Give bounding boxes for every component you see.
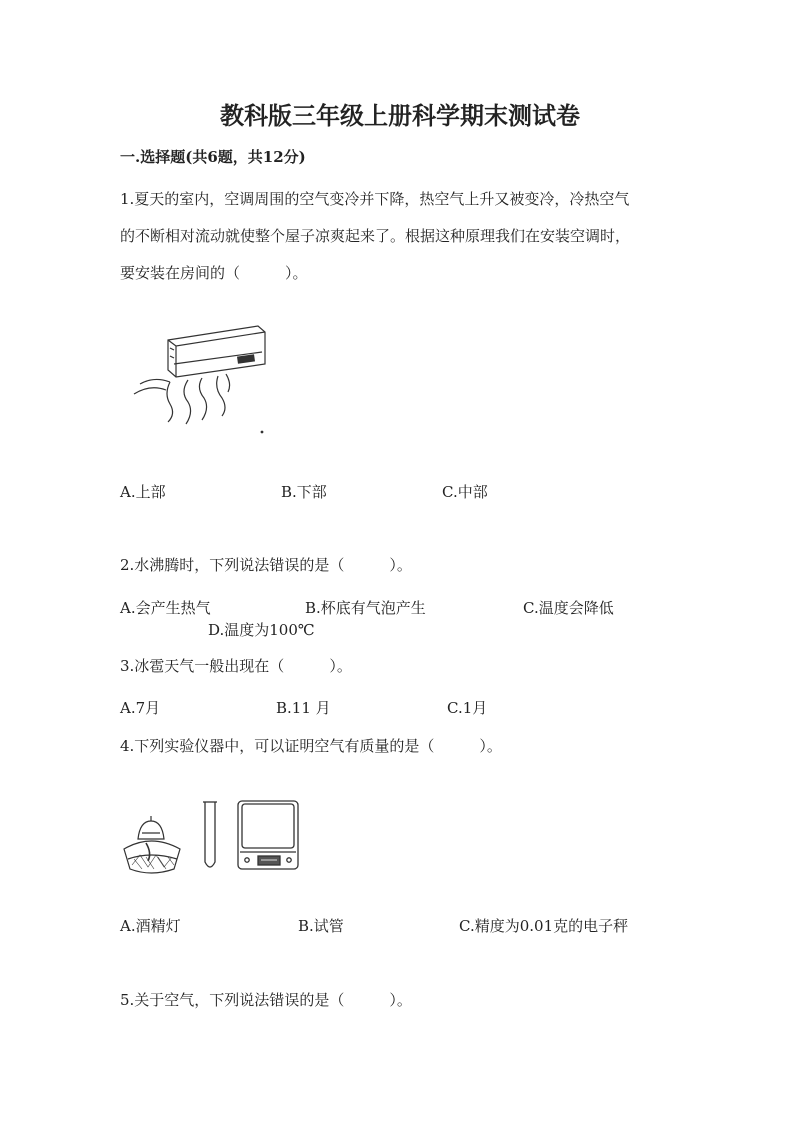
- test-tube-icon: [200, 800, 220, 872]
- question-4-text: 4.下列实验仪器中，可以证明空气有质量的是（ ）。: [120, 737, 502, 755]
- question-4-option-c: C.精度为0.01克的电子秤: [459, 917, 629, 935]
- question-1-line-2: 的不断相对流动就使整个屋子凉爽起来了。根据这种原理我们在安装空调时，: [120, 227, 631, 245]
- question-1-line-3: 要安装在房间的（ ）。: [120, 264, 308, 282]
- question-1-option-c: C.中部: [442, 483, 488, 501]
- question-4-option-a: A.酒精灯: [120, 917, 181, 935]
- question-2-option-a: A.会产生热气: [120, 599, 211, 617]
- question-5-text: 5.关于空气，下列说法错误的是（ ）。: [120, 991, 412, 1009]
- section-heading: 一.选择题(共6题，共12分): [120, 148, 306, 166]
- question-2-text: 2.水沸腾时，下列说法错误的是（ ）。: [120, 556, 412, 574]
- question-1-option-a: A.上部: [120, 483, 166, 501]
- air-conditioner-icon: [130, 322, 270, 437]
- question-3-option-b: B.11 月: [276, 699, 331, 717]
- question-2-option-c: C.温度会降低: [523, 599, 614, 617]
- question-1-line-1: 1.夏天的室内，空调周围的空气变冷并下降，热空气上升又被变冷，冷热空气: [120, 190, 630, 208]
- question-4-option-b: B.试管: [298, 917, 344, 935]
- question-3-text: 3.冰雹天气一般出现在（ ）。: [120, 657, 352, 675]
- question-1-option-b: B.下部: [281, 483, 327, 501]
- electronic-scale-icon: [236, 799, 300, 871]
- question-3-option-c: C.1月: [447, 699, 488, 717]
- page-title: 教科版三年级上册科学期末测试卷: [220, 101, 580, 130]
- question-2-option-b: B.杯底有气泡产生: [305, 599, 426, 617]
- question-2-option-d: D.温度为100℃: [208, 621, 315, 639]
- alcohol-lamp-icon: [120, 815, 186, 877]
- question-3-option-a: A.7月: [120, 699, 161, 717]
